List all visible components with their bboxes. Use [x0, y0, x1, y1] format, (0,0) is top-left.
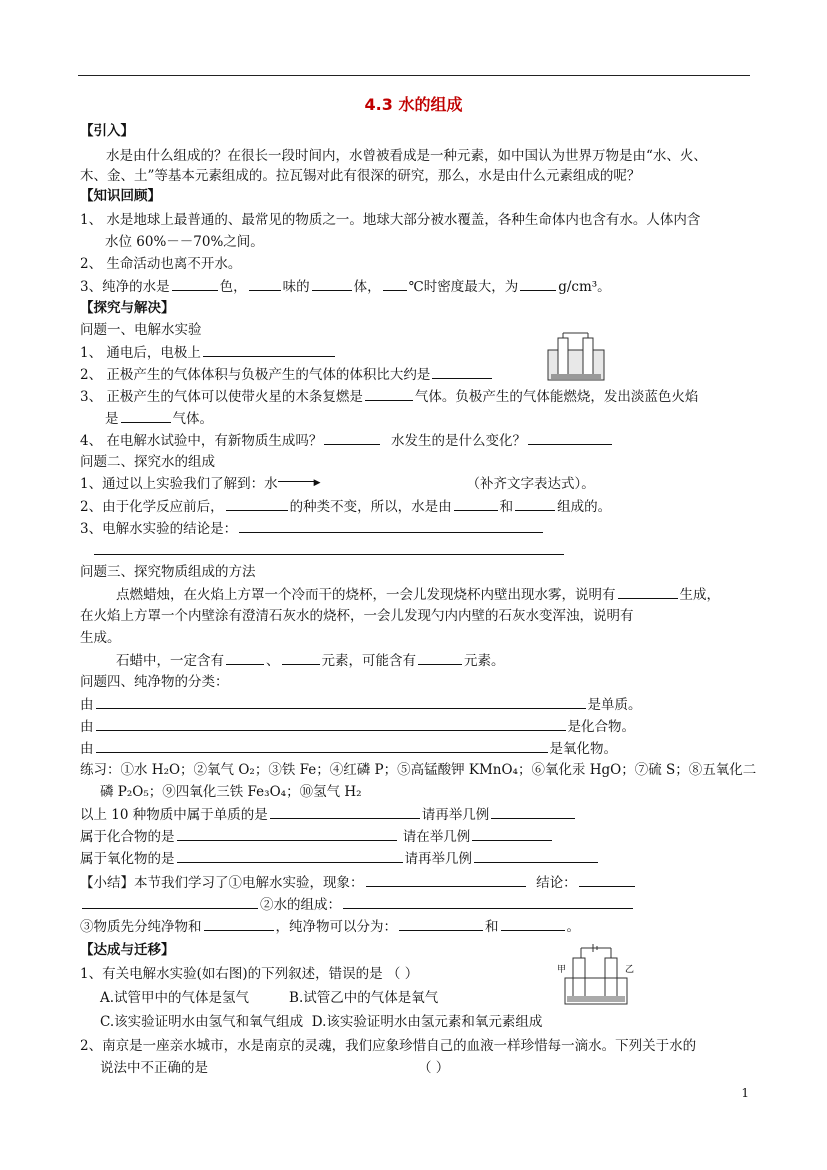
blank[interactable] — [177, 848, 403, 863]
blank[interactable] — [366, 872, 526, 887]
header-rule — [78, 75, 750, 76]
question-4-title: 问题四、纯净物的分类： — [80, 674, 229, 690]
blank[interactable] — [226, 496, 288, 511]
option-b[interactable]: B.试管乙中的气体是氧气 — [289, 990, 439, 1006]
summary-line-2 — [80, 894, 635, 915]
question-2-item-2 — [80, 496, 611, 517]
question-3-para-4 — [116, 650, 505, 671]
text: 由 — [80, 741, 94, 757]
blank[interactable] — [249, 276, 281, 291]
exercise-line-4 — [80, 826, 554, 847]
text: 说法中不正确的是 — [100, 1060, 208, 1076]
blank[interactable] — [343, 894, 633, 909]
electrolysis-test-tube-figure — [555, 940, 637, 1006]
text: g/cm³。 — [558, 279, 611, 295]
blank[interactable] — [501, 916, 565, 931]
answer-bracket[interactable]: （ ） — [418, 1060, 450, 1076]
page-title: 4.3 水的组成 — [364, 95, 463, 114]
text: 【小结】本节我们学习了①电解水实验，现象： — [80, 875, 364, 891]
section-transfer-heading: 【达成与迁移】 — [80, 942, 175, 958]
blank[interactable] — [96, 716, 566, 731]
text: 味的 — [282, 279, 310, 295]
transfer-option-ab — [100, 988, 438, 1008]
blank[interactable] — [491, 804, 575, 819]
question-1-item-1 — [80, 342, 337, 363]
question-4-item-2 — [80, 716, 635, 737]
review-line-1: 1、 水是地球上最普通的、最常见的物质之一。地球大部分被水覆盖，各种生命体内也含有水。人体内含 — [80, 212, 701, 228]
text: 3、电解水实验的结论是： — [80, 521, 238, 537]
text: ②水的组成： — [260, 897, 341, 913]
text: 2、 正极产生的气体体积与负极产生的气体的体积比大约是 — [80, 367, 431, 383]
section-intro-heading: 【引入】 — [80, 123, 134, 139]
text: 4、 在电解水试验中，有新物质生成吗？ — [80, 433, 323, 449]
text: 生成， — [679, 587, 720, 603]
intro-line-1: 水是由什么组成的？在很长一段时间内，水曾被看成是一种元素，如中国认为世界万物是由“水、火、 — [106, 148, 707, 164]
blank[interactable] — [226, 650, 264, 665]
text: 1、通过以上实验我们了解到：水 — [80, 476, 278, 492]
question-3-para-2: 在火焰上方罩一个内壁涂有澄清石灰水的烧杯，一会儿发现勺内内壁的石灰水变浑浊，说明有 — [80, 608, 634, 624]
text: ℃时密度最大，为 — [408, 279, 519, 295]
blank[interactable] — [472, 826, 552, 841]
blank[interactable] — [172, 276, 218, 291]
question-3-para-1 — [116, 584, 720, 605]
fig-label-yi: 乙 — [625, 964, 635, 974]
text: 结论： — [536, 875, 577, 891]
blank[interactable] — [520, 276, 556, 291]
text: （补齐文字表达式）。 — [466, 476, 595, 492]
text: 请再举几例 — [421, 807, 490, 823]
blank[interactable] — [418, 650, 462, 665]
option-a[interactable]: A.试管甲中的气体是氢气 — [100, 990, 250, 1006]
blank[interactable] — [82, 894, 258, 909]
text: 是化合物。 — [567, 719, 635, 735]
exercise-line-1: 练习：①水 H₂O；②氧气 O₂；③铁 Fe；④红磷 P；⑤高锰酸钾 KMnO₄；⑥氧化汞 HgO；⑦硫 S；⑧五氧化二 — [80, 762, 757, 778]
blank[interactable] — [528, 430, 612, 445]
text: 是单质。 — [587, 697, 642, 713]
question-4-item-3 — [80, 738, 617, 759]
text: 和 — [499, 499, 514, 515]
question-3-para-3: 生成。 — [80, 630, 121, 646]
text: 是氧化物。 — [549, 741, 617, 757]
question-4-item-1 — [80, 694, 642, 715]
text: 元素，可能含有 — [321, 653, 416, 669]
text: 属于化合物的是 — [80, 829, 175, 845]
text: 气体。负极产生的气体能燃烧，发出淡蓝色火焰 — [414, 389, 699, 405]
review-line-1b: 水位 60%－－70%之间。 — [105, 234, 264, 250]
blank[interactable] — [399, 916, 483, 931]
arrow-head-icon: ▶ — [313, 478, 321, 488]
text: 由 — [80, 719, 94, 735]
review-line-2: 2、 生命活动也离不开水。 — [80, 256, 242, 272]
text: 色， — [219, 279, 247, 295]
text: 2、由于化学反应前后， — [80, 499, 224, 515]
text: 水发生的是什么变化？ — [390, 433, 526, 449]
text: 。 — [566, 919, 580, 935]
text: 3、 正极产生的气体可以使带火星的木条复燃是 — [80, 389, 363, 405]
blank[interactable] — [454, 496, 498, 511]
exercise-line-2: 磷 P₂O₅；⑨四氧化三铁 Fe₃O₄；⑩氢气 H₂ — [100, 784, 362, 800]
question-2-item-3 — [80, 518, 545, 539]
text: 1、 通电后，电极上 — [80, 345, 201, 361]
blank[interactable] — [239, 518, 543, 533]
electrolysis-apparatus-figure — [543, 330, 609, 382]
question-1-item-3b — [105, 408, 213, 429]
text: 气体。 — [172, 411, 213, 427]
question-2-item-1 — [80, 474, 595, 496]
option-c[interactable]: C.该实验证明水由氢气和氧气组成 — [100, 1014, 304, 1030]
blank[interactable] — [96, 738, 548, 753]
question-1-item-3 — [80, 386, 698, 407]
intro-line-2: 木、金、土”等基本元素组成的。拉瓦锡对此有很深的研究，那么，水是由什么元素组成的呢？ — [80, 168, 641, 184]
question-1-item-2 — [80, 364, 494, 385]
summary-line-3 — [80, 916, 580, 937]
blank[interactable] — [579, 872, 635, 887]
text: 以上 10 种物质中属于单质的是 — [80, 807, 268, 823]
blank[interactable] — [365, 386, 413, 401]
question-2-title: 问题二、探究水的组成 — [80, 454, 215, 470]
transfer-question-2: 2、南京是一座亲水城市，水是南京的灵魂，我们应象珍惜自己的血液一样珍惜每一滴水。下列关于水的 — [80, 1038, 697, 1054]
question-1-item-4 — [80, 430, 614, 451]
section-explore-heading: 【探究与解决】 — [80, 300, 175, 316]
blank[interactable] — [177, 826, 397, 841]
page-number: 1 — [741, 1086, 749, 1100]
arrow-icon — [278, 481, 314, 482]
text: 由 — [80, 697, 94, 713]
text: 属于氧化物的是 — [80, 851, 175, 867]
blank[interactable] — [618, 584, 678, 599]
text: ③物质先分纯净物和 — [80, 919, 202, 935]
blank[interactable] — [432, 364, 492, 379]
blank[interactable] — [474, 848, 598, 863]
transfer-question-1: 1、有关电解水实验(如右图)的下列叙述，错误的是 （ ） — [80, 966, 419, 982]
fig-label-jia: 甲 — [557, 964, 567, 974]
text: 3、纯净的水是 — [80, 279, 170, 295]
blank[interactable] — [282, 650, 320, 665]
text: 石蜡中，一定含有 — [116, 653, 224, 669]
section-review-heading: 【知识回顾】 — [80, 188, 161, 204]
question-1-title: 问题一、电解水实验 — [80, 322, 202, 338]
summary-line-1 — [80, 872, 637, 893]
question-3-title: 问题三、探究物质组成的方法 — [80, 564, 256, 580]
option-d[interactable]: D.该实验证明水由氢元素和氧元素组成 — [311, 1014, 543, 1030]
blank[interactable] — [312, 276, 352, 291]
text: 、 — [266, 653, 280, 669]
text: 组成的。 — [557, 499, 612, 515]
text: 请再举几例 — [404, 851, 472, 867]
blank[interactable] — [383, 276, 407, 291]
text: 点燃蜡烛，在火焰上方罩一个冷而干的烧杯，一会儿发现烧杯内壁出现水雾，说明有 — [116, 587, 616, 603]
blank[interactable] — [204, 916, 274, 931]
exercise-line-5 — [80, 848, 600, 869]
blank[interactable] — [270, 804, 420, 819]
blank[interactable] — [324, 430, 380, 445]
blank[interactable] — [203, 342, 335, 357]
text: ，纯净物可以分为： — [275, 919, 397, 935]
text: 是 — [105, 411, 119, 427]
blank[interactable] — [121, 408, 171, 423]
blank[interactable] — [515, 496, 555, 511]
transfer-question-2b — [100, 1058, 449, 1078]
text: 的种类不变，所以，水是由 — [289, 499, 452, 515]
blank-line[interactable] — [94, 540, 564, 555]
text: 和 — [485, 919, 499, 935]
review-line-3 — [80, 276, 611, 297]
text: 请在举几例 — [402, 829, 471, 845]
text: 元素。 — [464, 653, 505, 669]
transfer-option-cd — [100, 1012, 542, 1032]
text: 体， — [353, 279, 381, 295]
blank[interactable] — [96, 694, 586, 709]
exercise-line-3 — [80, 804, 577, 825]
